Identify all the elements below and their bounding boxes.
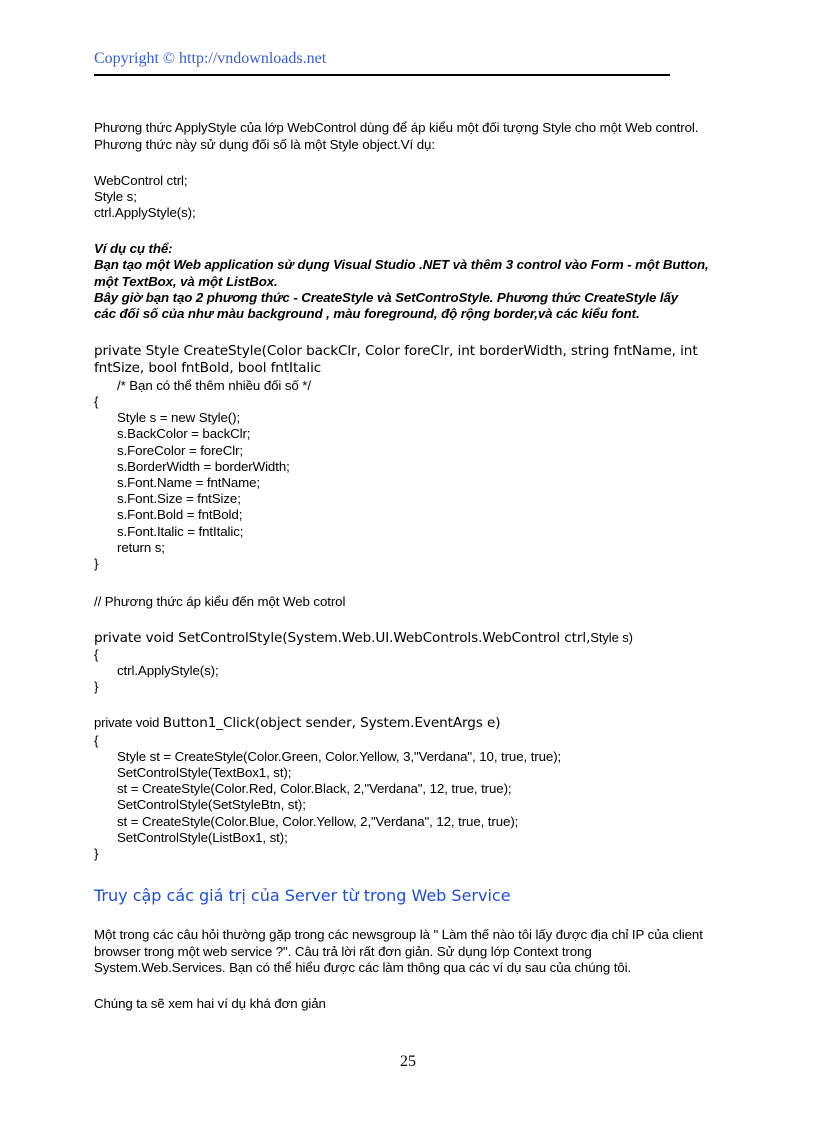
button-click-body-line: st = CreateStyle(Color.Blue, Color.Yellow, 2,"Verdana", 12, true, true); — [117, 814, 519, 829]
button-click-sig-prefix: private void — [94, 715, 163, 730]
brace-close: } — [94, 846, 99, 861]
set-control-style-signature — [94, 629, 633, 647]
brace-open: { — [94, 394, 99, 409]
section-paragraph-line: System.Web.Services. Bạn có thể hiểu được các làm thông qua các ví dụ sau của chúng tôi. — [94, 960, 632, 975]
button-click-body-line: SetControlStyle(SetStyleBtn, st); — [117, 797, 306, 812]
specific-line: một TextBox, và một ListBox. — [94, 274, 278, 289]
apply-style-comment: // Phương thức áp kiểu đến một Web cotrol — [94, 594, 346, 609]
section-closing-line: Chúng ta sẽ xem hai ví dụ khá đơn giản — [94, 996, 326, 1011]
section-paragraph-line: browser trong một web service ?". Câu trả lời rất đơn giản. Sử dụng lớp Context trong — [94, 944, 592, 959]
example-code-line: Style s; — [94, 189, 137, 204]
set-control-style-sig-main: private void SetControlStyle(System.Web.UI.WebControls.WebControl ctrl, — [94, 630, 591, 646]
create-style-body-line: s.Font.Bold = fntBold; — [117, 507, 243, 522]
specific-line: Bạn tạo một Web application sử dụng Visual Studio .NET và thêm 3 control vào Form - một Button, — [94, 257, 709, 272]
create-style-body-line: s.BorderWidth = borderWidth; — [117, 459, 290, 474]
create-style-body-line: Style s = new Style(); — [117, 410, 241, 425]
button-click-body-line: SetControlStyle(ListBox1, st); — [117, 830, 288, 845]
page-header-copyright: Copyright © http://vndownloads.net — [94, 50, 327, 67]
create-style-body-line: s.Font.Name = fntName; — [117, 475, 261, 490]
button-click-sig-main: Button1_Click(object sender, System.EventArgs e) — [162, 715, 501, 731]
create-style-body-line: return s; — [117, 540, 165, 555]
create-style-body-line: s.Font.Italic = fntItalic; — [117, 524, 244, 539]
create-style-body-line: s.ForeColor = foreClr; — [117, 443, 244, 458]
specific-line: Bây giờ bạn tạo 2 phương thức - CreateStyle và SetControStyle. Phương thức CreateStyle lấy — [94, 290, 679, 305]
create-style-body-line: s.Font.Size = fntSize; — [117, 491, 241, 506]
create-style-signature-cont: fntSize, bool fntBold, bool fntItalic — [94, 360, 322, 376]
button-click-body-line: SetControlStyle(TextBox1, st); — [117, 765, 292, 780]
intro-line-2: Phương thức này sử dụng đối số là một Style object.Ví dụ: — [94, 137, 435, 152]
brace-close: } — [94, 679, 99, 694]
header-divider — [94, 74, 670, 76]
example-code-line: WebControl ctrl; — [94, 173, 188, 188]
create-style-body-line: s.BackColor = backClr; — [117, 426, 251, 441]
intro-line-1: Phương thức ApplyStyle của lớp WebControl dùng để áp kiểu một đối tượng Style cho một Web control. — [94, 120, 699, 135]
section-heading: Truy cập các giá trị của Server từ trong Web Service — [94, 886, 511, 905]
example-code-line: ctrl.ApplyStyle(s); — [94, 205, 196, 220]
section-paragraph-line: Một trong các câu hỏi thường gặp trong các newsgroup là " Làm thế nào tôi lấy được địa chỉ IP của client — [94, 927, 703, 942]
brace-close: } — [94, 556, 99, 571]
create-style-comment: /* Bạn có thể thêm nhiều đối số */ — [117, 378, 311, 393]
button-click-body-line: st = CreateStyle(Color.Red, Color.Black, 2,"Verdana", 12, true, true); — [117, 781, 512, 796]
specific-title: Ví dụ cụ thể: — [94, 241, 173, 256]
specific-line: các đối số của như màu background , màu foreground, độ rộng border,và các kiểu font. — [94, 306, 640, 321]
set-control-style-body: ctrl.ApplyStyle(s); — [117, 663, 219, 678]
create-style-signature: private Style CreateStyle(Color backClr, Color foreClr, int borderWidth, string fntName, int — [94, 343, 698, 359]
button-click-signature — [94, 714, 500, 732]
brace-open: { — [94, 647, 99, 662]
page-number: 25 — [400, 1053, 416, 1070]
brace-open: { — [94, 733, 99, 748]
set-control-style-sig-tail: Style s) — [590, 630, 633, 645]
button-click-body-line: Style st = CreateStyle(Color.Green, Color.Yellow, 3,"Verdana", 10, true, true); — [117, 749, 562, 764]
